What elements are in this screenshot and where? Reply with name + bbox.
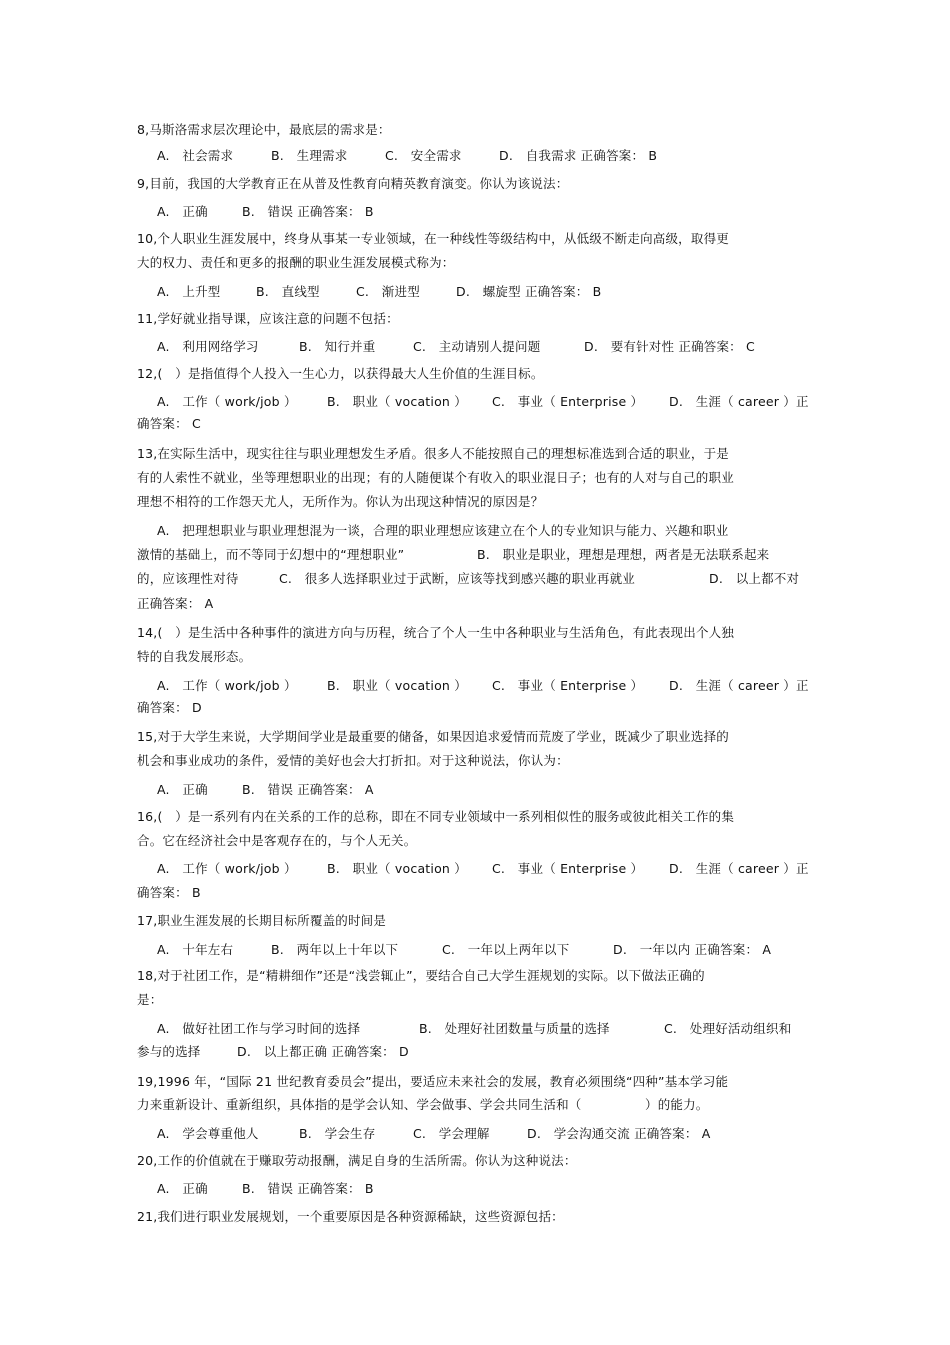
question-14-option-d: D. 生涯（ career ）正	[669, 678, 809, 693]
question-12-option-d: D. 生涯（ career ）正	[669, 394, 809, 409]
question-13-option-b-line-2: 的，应该理性对待	[137, 571, 239, 586]
question-15-stem-line-2: 机会和事业成功的条件，爱情的美好也会大打折扣。对于这种说法，你认为：	[137, 753, 569, 768]
question-17-option-d-answer: D. 一年以内 正确答案： A	[613, 942, 772, 957]
question-14-option-c: C. 事业（ Enterprise ）	[492, 678, 644, 693]
question-10-stem-line-1: 10,个人职业生涯发展中，终身从事某一专业领域，在一种线性等级结构中，从低级不断走向高级，取得更	[137, 231, 729, 246]
question-15-option-b-answer: B. 错误 正确答案： A	[242, 782, 374, 797]
question-17-option-c: C. 一年以上两年以下	[442, 942, 570, 957]
question-13-answer: 正确答案： A	[137, 596, 214, 611]
question-12-option-a: A. 工作（ work/job ）	[157, 394, 297, 409]
question-12-option-b: B. 职业（ vocation ）	[327, 394, 467, 409]
question-13-stem-line-2: 有的人索性不就业，坐等理想职业的出现；有的人随便谋个有收入的职业混日子；也有的人对与自己的职业	[137, 470, 734, 485]
question-17-option-b: B. 两年以上十年以下	[271, 942, 399, 957]
question-16-option-c: C. 事业（ Enterprise ）	[492, 861, 644, 876]
question-19-option-b: B. 学会生存	[299, 1126, 376, 1141]
question-13-option-a-line-2: 激情的基础上，而不等同于幻想中的“理想职业”	[137, 547, 405, 562]
question-10-stem-line-2: 大的权力、责任和更多的报酬的职业生涯发展模式称为：	[137, 255, 455, 270]
question-19-option-d-answer: D. 学会沟通交流 正确答案： A	[527, 1126, 711, 1141]
question-14-option-b: B. 职业（ vocation ）	[327, 678, 467, 693]
question-13-option-b-line-1: B. 职业是职业，理想是理想，两者是无法联系起来	[477, 547, 770, 562]
question-9-option-b-answer: B. 错误 正确答案： B	[242, 204, 374, 219]
question-19-stem-line-2: 力来重新设计、重新组织，具体指的是学会认知、学会做事、学会共同生活和（ ）的能力。	[137, 1097, 709, 1112]
question-18-option-c-line-1: C. 处理好活动组织和	[664, 1021, 792, 1036]
question-10-option-a: A. 上升型	[157, 284, 221, 299]
question-13-stem-line-3: 理想不相符的工作怨天尤人，无所作为。你认为出现这种情况的原因是？	[137, 494, 544, 509]
question-15-stem-line-1: 15,对于大学生来说，大学期间学业是最重要的储备，如果因追求爱情而荒废了学业，既减少了职业选择的	[137, 729, 729, 744]
question-13-option-a-line-1: A. 把理想职业与职业理想混为一谈，合理的职业理想应该建立在个人的专业知识与能力、兴趣和职业	[157, 523, 729, 538]
question-17-option-a: A. 十年左右	[157, 942, 234, 957]
question-9-option-a: A. 正确	[157, 204, 208, 219]
question-8-option-a: A. 社会需求	[157, 148, 234, 163]
question-20-option-a: A. 正确	[157, 1181, 208, 1196]
question-11-option-c: C. 主动请别人提问题	[413, 339, 541, 354]
question-10-option-c: C. 渐进型	[356, 284, 420, 299]
question-14-option-a: A. 工作（ work/job ）	[157, 678, 297, 693]
question-14-answer: 确答案： D	[137, 700, 202, 715]
question-16-option-a: A. 工作（ work/job ）	[157, 861, 297, 876]
question-8-option-c: C. 安全需求	[385, 148, 462, 163]
question-13-option-d: D. 以上都不对	[709, 571, 800, 586]
question-16-answer: 确答案： B	[137, 885, 201, 900]
question-13-option-c: C. 很多人选择职业过于武断，应该等找到感兴趣的职业再就业	[279, 571, 636, 586]
question-14-stem-line-2: 特的自我发展形态。	[137, 649, 252, 664]
question-10-option-d-answer: D. 螺旋型 正确答案： B	[456, 284, 602, 299]
question-12-answer: 确答案： C	[137, 416, 201, 431]
question-18-stem-line-2: 是：	[137, 992, 163, 1007]
question-16-stem-line-2: 合。它在经济社会中是客观存在的，与个人无关。	[137, 833, 417, 848]
question-12-stem: 12,( ）是指值得个人投入一生心力，以获得最大人生价值的生涯目标。	[137, 366, 544, 381]
question-19-stem-line-1: 19,1996 年，“国际 21 世纪教育委员会”提出，要适应未来社会的发展，教育必须围绕“四种”基本学习能	[137, 1074, 729, 1089]
question-20-stem: 20,工作的价值就在于赚取劳动报酬，满足自身的生活所需。你认为这种说法：	[137, 1153, 577, 1168]
question-12-option-c: C. 事业（ Enterprise ）	[492, 394, 644, 409]
question-16-option-b: B. 职业（ vocation ）	[327, 861, 467, 876]
question-11-option-a: A. 利用网络学习	[157, 339, 259, 354]
question-14-stem-line-1: 14,( ）是生活中各种事件的演进方向与历程，统合了个人一生中各种职业与生活角色，有此表现出个人独	[137, 625, 735, 640]
question-17-stem: 17,职业生涯发展的长期目标所覆盖的时间是	[137, 913, 387, 928]
question-18-option-b: B. 处理好社团数量与质量的选择	[419, 1021, 610, 1036]
question-20-option-b-answer: B. 错误 正确答案： B	[242, 1181, 374, 1196]
question-16-stem-line-1: 16,( ）是一系列有内在关系的工作的总称，即在不同专业领域中一系列相似性的服务或彼此相关工作的集	[137, 809, 735, 824]
question-18-option-a: A. 做好社团工作与学习时间的选择	[157, 1021, 361, 1036]
question-18-stem-line-1: 18,对于社团工作，是“精耕细作”还是“浅尝辄止”，要结合自己大学生涯规划的实际。以下做法正确的	[137, 968, 705, 983]
question-19-option-a: A. 学会尊重他人	[157, 1126, 259, 1141]
question-21-stem: 21,我们进行职业发展规划，一个重要原因是各种资源稀缺，这些资源包括：	[137, 1209, 564, 1224]
question-15-option-a: A. 正确	[157, 782, 208, 797]
question-19-option-c: C. 学会理解	[413, 1126, 490, 1141]
question-8-stem: 8,马斯洛需求层次理论中，最底层的需求是：	[137, 122, 391, 137]
question-18-option-c-line-2: 参与的选择	[137, 1044, 201, 1059]
question-9-stem: 9,目前，我国的大学教育正在从普及性教育向精英教育演变。你认为该说法：	[137, 176, 569, 191]
question-11-option-b: B. 知行并重	[299, 339, 376, 354]
question-11-stem: 11,学好就业指导课，应该注意的问题不包括：	[137, 311, 399, 326]
question-10-option-b: B. 直线型	[256, 284, 320, 299]
question-18-option-d-answer: D. 以上都正确 正确答案： D	[237, 1044, 409, 1059]
question-11-option-d-answer: D. 要有针对性 正确答案： C	[584, 339, 755, 354]
question-8-option-b: B. 生理需求	[271, 148, 348, 163]
question-13-stem-line-1: 13,在实际生活中，现实往往与职业理想发生矛盾。很多人不能按照自己的理想标准选到合适的职业，于是	[137, 446, 729, 461]
question-16-option-d: D. 生涯（ career ）正	[669, 861, 809, 876]
question-8-option-d-answer: D. 自我需求 正确答案： B	[499, 148, 658, 163]
